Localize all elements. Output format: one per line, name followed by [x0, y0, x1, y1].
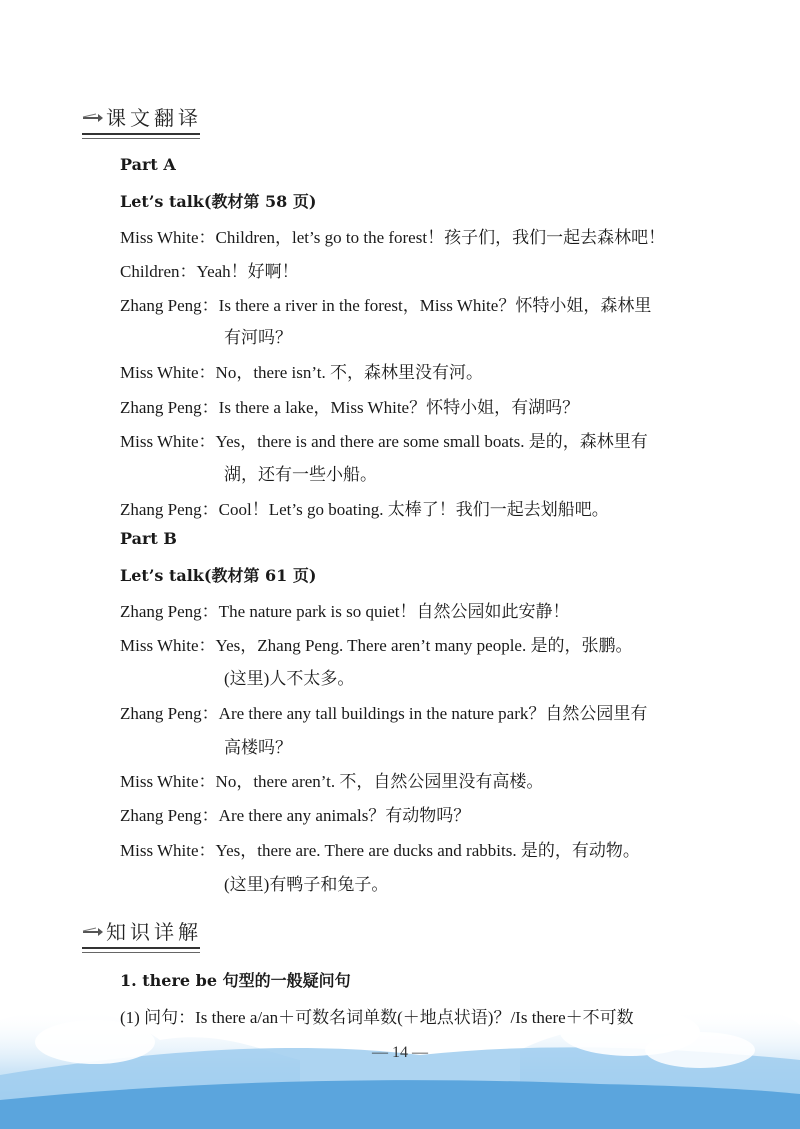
dialogue-line: Miss White：No，there aren’t. 不，自然公园里没有高楼。 — [120, 772, 544, 791]
dialogue-line: Miss White：Yes，Zhang Peng. There aren’t many people. 是的，张鹏。 — [120, 636, 633, 655]
part-b-heading: Part B — [120, 529, 177, 548]
divider — [82, 133, 200, 135]
dialogue-line: Miss White：No，there isn’t. 不，森林里没有河。 — [120, 363, 483, 382]
dialogue-line: Zhang Peng：Is there a river in the forest，Miss White？怀特小姐，森林里 — [120, 296, 652, 315]
page-number: — 14 — — [372, 1044, 428, 1061]
part-b-subheading: Let’s talk(教材第 61 页) — [120, 566, 317, 585]
part-a-subheading: Let’s talk(教材第 58 页) — [120, 192, 317, 211]
dialogue-line: Zhang Peng：Are there any tall buildings in the nature park？自然公园里有 — [120, 704, 648, 723]
dialogue-line: Zhang Peng：Cool！Let’s go boating. 太棒了！我们一起去划船吧。 — [120, 500, 609, 519]
pencil-arrow-icon — [82, 923, 104, 937]
dialogue-line: Miss White：Yes，there is and there are some small boats. 是的，森林里有 — [120, 432, 648, 451]
section-header-translation — [82, 103, 202, 129]
dialogue-line: Miss White：Yes，there are. There are ducks and rabbits. 是的，有动物。 — [120, 841, 640, 860]
section-title: 知识详解 — [106, 919, 202, 944]
dialogue-line: Zhang Peng：Are there any animals？有动物吗？ — [120, 806, 471, 825]
dialogue-line-continued: 有河吗？ — [224, 328, 292, 347]
knowledge-line: (1) 问句：Is there a/an＋可数名词单数(＋地点状语)？/Is there＋不可数 — [120, 1008, 634, 1027]
section-title: 课文翻译 — [106, 105, 202, 130]
dialogue-line: Miss White：Children，let’s go to the forest！孩子们，我们一起去森林吧！ — [120, 228, 666, 247]
dialogue-line-continued: (这里)人不太多。 — [224, 669, 355, 688]
dialogue-line-continued: (这里)有鸭子和兔子。 — [224, 875, 389, 894]
dialogue-line: Zhang Peng：The nature park is so quiet！自然公园如此安静！ — [120, 602, 570, 621]
knowledge-item-title: 1. there be 句型的一般疑问句 — [120, 971, 351, 990]
dialogue-line: Children：Yeah！好啊！ — [120, 262, 299, 281]
section-header-knowledge — [82, 917, 202, 943]
divider — [82, 138, 200, 139]
divider — [82, 947, 200, 949]
dialogue-line-continued: 高楼吗？ — [224, 738, 292, 757]
divider — [82, 952, 200, 953]
dialogue-line-continued: 湖，还有一些小船。 — [224, 465, 377, 484]
dialogue-line: Zhang Peng：Is there a lake，Miss White？怀特小姐，有湖吗？ — [120, 398, 580, 417]
pencil-arrow-icon — [82, 109, 104, 123]
part-a-heading: Part A — [120, 155, 176, 174]
